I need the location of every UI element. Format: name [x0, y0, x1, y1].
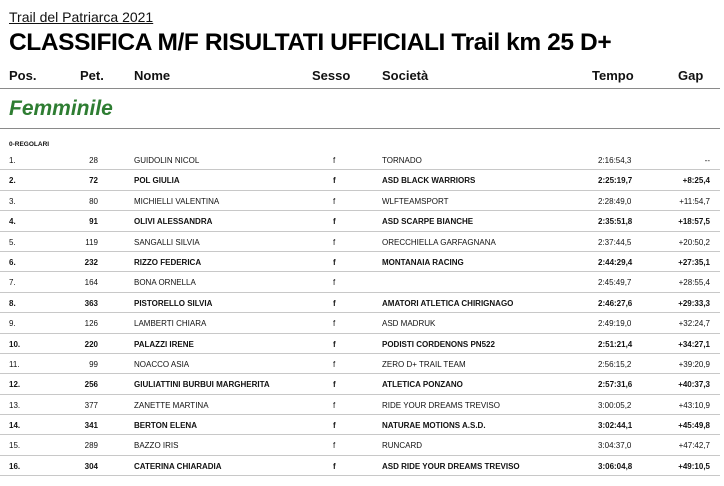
table-row	[0, 456, 720, 476]
header-gap: Gap	[678, 68, 704, 83]
header-societa: Società	[382, 68, 429, 83]
row-pet: 363	[84, 298, 98, 308]
row-societa: RUNCARD	[382, 441, 422, 451]
row-pet: 72	[89, 176, 98, 186]
row-pet: 256	[84, 380, 98, 390]
table-row	[0, 272, 720, 292]
row-gap: +47:42,7	[678, 441, 710, 451]
row-nome: POL GIULIA	[134, 176, 180, 186]
page-title: CLASSIFICA M/F RISULTATI UFFICIALI Trail km 25 D+	[9, 29, 612, 56]
row-societa: WLFTEAMSPORT	[382, 196, 449, 206]
table-row	[0, 415, 720, 435]
row-sesso: f	[333, 196, 336, 206]
row-societa: RIDE YOUR DREAMS TREVISO	[382, 400, 500, 410]
row-pet: 232	[84, 257, 98, 267]
row-pos: 5.	[9, 237, 16, 247]
row-sesso: f	[333, 217, 336, 227]
row-pet: 28	[89, 156, 98, 165]
row-pos: 15.	[9, 441, 21, 451]
row-gap: +11:54,7	[679, 196, 710, 206]
header-nome: Nome	[134, 68, 171, 83]
row-societa: PODISTI CORDENONS PN522	[382, 339, 495, 349]
row-sesso: f	[333, 298, 336, 308]
row-nome: BERTON ELENA	[134, 421, 197, 431]
row-societa: NATURAE MOTIONS A.S.D.	[382, 421, 486, 431]
row-pet: 341	[84, 421, 98, 431]
row-nome: GIULIATTINI BURBUI MARGHERITA	[134, 380, 270, 390]
row-pet: 304	[84, 461, 98, 471]
row-nome: ZANETTE MARTINA	[134, 400, 209, 410]
row-societa: ASD BLACK WARRIORS	[382, 176, 476, 186]
row-tempo: 2:37:44,5	[598, 237, 632, 247]
row-tempo: 3:02:44,1	[598, 421, 633, 431]
row-societa: ATLETICA PONZANO	[382, 380, 463, 390]
row-sesso: f	[333, 319, 336, 329]
section-title: Femminile	[9, 97, 113, 120]
table-row	[0, 211, 720, 231]
row-pet: 220	[84, 339, 98, 349]
row-tempo: 2:44:29,4	[598, 257, 633, 267]
row-gap: +40:37,3	[678, 380, 710, 390]
row-societa: TORNADO	[382, 156, 422, 165]
row-societa: MONTANAIA RACING	[382, 257, 464, 267]
row-sesso: f	[333, 278, 336, 288]
row-tempo: 2:28:49,0	[598, 196, 632, 206]
table-row	[0, 374, 720, 394]
table-row	[0, 150, 720, 170]
row-nome: MICHIELLI VALENTINA	[134, 196, 220, 206]
row-tempo: 2:35:51,8	[598, 217, 633, 227]
row-nome: OLIVI ALESSANDRA	[134, 217, 213, 227]
group-label: 0-REGOLARI	[9, 141, 50, 148]
row-nome: PISTORELLO SILVIA	[134, 298, 213, 308]
row-pet: 126	[84, 319, 98, 329]
row-sesso: f	[333, 339, 336, 349]
row-gap: +32:24,7	[678, 319, 710, 329]
table-row	[0, 435, 720, 455]
row-societa: ASD MADRUK	[382, 319, 436, 329]
row-pos: 10.	[9, 339, 21, 349]
row-nome: LAMBERTI CHIARA	[134, 319, 207, 329]
row-pet: 91	[89, 217, 98, 227]
row-pet: 164	[84, 278, 98, 288]
row-sesso: f	[333, 156, 336, 165]
row-nome: RIZZO FEDERICA	[134, 257, 202, 267]
row-tempo: 2:45:49,7	[598, 278, 632, 288]
table-row	[0, 252, 720, 272]
row-pos: 14.	[9, 421, 21, 431]
row-societa: AMATORI ATLETICA CHIRIGNAGO	[382, 298, 514, 308]
row-pos: 12.	[9, 380, 21, 390]
row-gap: +49:10,5	[678, 461, 710, 471]
row-gap: +43:10,9	[678, 400, 710, 410]
row-tempo: 2:49:19,0	[598, 319, 632, 329]
row-pos: 7.	[9, 278, 16, 288]
row-sesso: f	[333, 237, 336, 247]
row-tempo: 3:04:37,0	[598, 441, 632, 451]
header-pos: Pos.	[9, 68, 37, 83]
row-tempo: 2:25:19,7	[598, 176, 633, 186]
section-divider	[0, 128, 720, 129]
row-tempo: 2:57:31,6	[598, 380, 633, 390]
row-pet: 119	[85, 237, 98, 247]
table-row	[0, 170, 720, 190]
row-sesso: f	[333, 421, 336, 431]
row-pos: 16.	[9, 461, 21, 471]
row-nome: GUIDOLIN NICOL	[134, 156, 200, 165]
row-gap: +39:20,9	[678, 359, 710, 369]
row-pos: 11.	[9, 359, 20, 369]
row-gap: +28:55,4	[678, 278, 710, 288]
results-table	[0, 150, 720, 476]
row-tempo: 2:16:54,3	[598, 156, 632, 165]
row-tempo: 2:46:27,6	[598, 298, 633, 308]
row-sesso: f	[333, 400, 336, 410]
header-sesso: Sesso	[312, 68, 351, 83]
table-row	[0, 191, 720, 211]
header-divider	[0, 88, 720, 89]
row-pet: 289	[84, 441, 98, 451]
row-pos: 9.	[9, 319, 16, 329]
event-title: Trail del Patriarca 2021	[9, 9, 154, 25]
row-societa: ASD SCARPE BIANCHE	[382, 217, 474, 227]
row-societa: ORECCHIELLA GARFAGNANA	[382, 237, 496, 247]
row-sesso: f	[333, 441, 336, 451]
row-nome: PALAZZI IRENE	[134, 339, 194, 349]
table-row	[0, 334, 720, 354]
row-gap: +20:50,2	[678, 237, 710, 247]
row-sesso: f	[333, 380, 336, 390]
table-row	[0, 313, 720, 333]
row-tempo: 3:00:05,2	[598, 400, 632, 410]
row-nome: BAZZO IRIS	[134, 441, 179, 451]
row-pet: 377	[84, 400, 98, 410]
row-gap: --	[704, 156, 710, 165]
row-pos: 4.	[9, 217, 16, 227]
row-pos: 6.	[9, 257, 16, 267]
row-nome: NOACCO ASIA	[134, 359, 190, 369]
header-pet: Pet.	[80, 68, 104, 83]
row-tempo: 2:51:21,4	[598, 339, 633, 349]
row-nome: SANGALLI SILVIA	[134, 237, 200, 247]
row-gap: +18:57,5	[678, 217, 710, 227]
row-pos: 13.	[9, 400, 21, 410]
row-societa: ASD RIDE YOUR DREAMS TREVISO	[382, 461, 520, 471]
row-societa: ZERO D+ TRAIL TEAM	[382, 359, 466, 369]
table-row	[0, 293, 720, 313]
row-gap: +45:49,8	[678, 421, 710, 431]
row-nome: BONA ORNELLA	[134, 278, 196, 288]
table-row	[0, 232, 720, 252]
row-pos: 3.	[9, 196, 16, 206]
row-nome: CATERINA CHIARADIA	[134, 461, 222, 471]
row-pos: 8.	[9, 298, 16, 308]
row-pos: 2.	[9, 176, 16, 186]
table-row	[0, 354, 720, 374]
row-gap: +34:27,1	[678, 339, 710, 349]
row-pet: 99	[89, 359, 98, 369]
row-gap: +29:33,3	[678, 298, 710, 308]
row-tempo: 2:56:15,2	[598, 359, 632, 369]
row-pos: 1.	[9, 156, 16, 165]
row-pet: 80	[89, 196, 98, 206]
row-sesso: f	[333, 257, 336, 267]
row-gap: +8:25,4	[682, 176, 710, 186]
table-row	[0, 395, 720, 415]
header-tempo: Tempo	[592, 68, 634, 83]
row-sesso: f	[333, 461, 336, 471]
row-sesso: f	[333, 359, 336, 369]
row-gap: +27:35,1	[678, 257, 710, 267]
row-sesso: f	[333, 176, 336, 186]
row-tempo: 3:06:04,8	[598, 461, 633, 471]
